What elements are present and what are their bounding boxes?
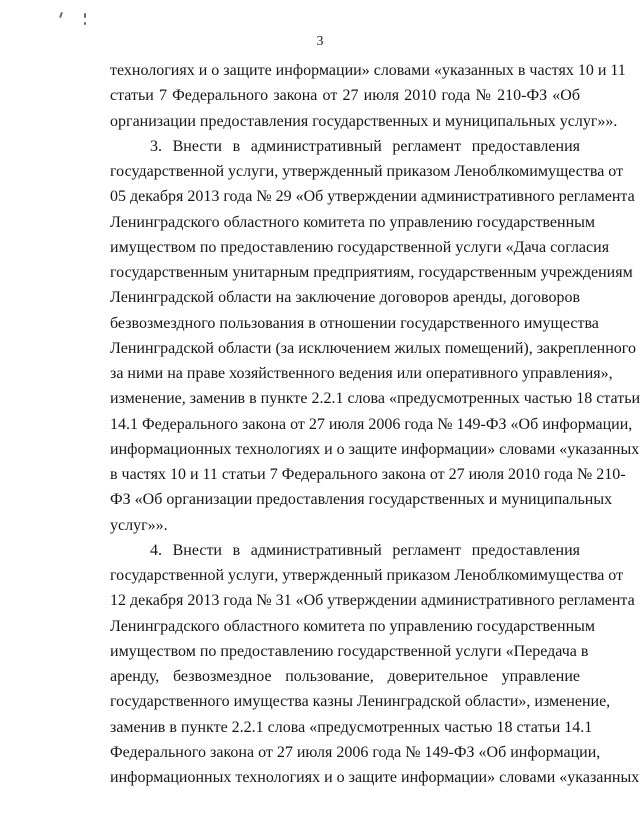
text-line: за ними на праве хозяйственного ведения или оперативного управления», <box>110 365 613 382</box>
text-line: Ленинградского областного комитета по управлению государственным <box>110 617 596 635</box>
scan-speck <box>84 22 86 25</box>
text-line: 14.1 Федерального закона от 27 июля 2006 года № 149-ФЗ «Об информации, <box>110 415 633 433</box>
text-line: Ленинградской области (за исключением жилых помещений), закрепленного <box>110 339 636 357</box>
text-line: ФЗ «Об организации предоставления государственных и муниципальных <box>110 491 613 509</box>
text-line: государственным унитарным предприятиям, государственным учреждениям <box>110 264 633 281</box>
text-line: услуг»». <box>110 516 168 534</box>
text-line: статьи 7 Федерального закона от 27 июля 2010 года № 210-ФЗ «Об <box>110 87 580 105</box>
text-line: государственной услуги, утвержденный приказом Леноблкомимущества от <box>110 163 624 180</box>
scan-speck <box>59 12 63 18</box>
text-line: 12 декабря 2013 года № 31 «Об утверждении административного регламента <box>110 592 635 610</box>
text-line: заменив в пункте 2.2.1 слова «предусмотренных частью 18 статьи 14.1 <box>110 718 593 736</box>
text-line: 4. Внести в административный регламент предоставления <box>150 541 580 559</box>
document-body <box>110 58 640 790</box>
text-line: государственной услуги, утвержденный приказом Леноблкомимущества от <box>110 567 624 584</box>
text-line: Федерального закона от 27 июля 2006 года № 149-ФЗ «Об информации, <box>110 743 601 761</box>
text-line: 3. Внести в административный регламент предоставления <box>150 137 580 155</box>
text-line: организации предоставления государственных и муниципальных услуг»». <box>110 112 618 130</box>
text-line: Ленинградской области на заключение договоров аренды, договоров <box>110 289 580 307</box>
text-line: безвозмездного пользования в отношении государственного имущества <box>110 314 599 332</box>
page-number: 3 <box>316 34 324 49</box>
text-line: информационных технологиях и о защите информации» словами «указанных <box>110 769 640 786</box>
text-line: Ленинградского областного комитета по управлению государственным <box>110 213 596 231</box>
text-line: 05 декабря 2013 года № 29 «Об утверждении административного регламента <box>110 188 635 206</box>
text-line: государственного имущества казны Ленинградской области», изменение, <box>110 693 611 711</box>
text-line: имуществом по предоставлению государственной услуги «Дача согласия <box>110 238 610 256</box>
text-line: изменение, заменив в пункте 2.2.1 слова «предусмотренных частью 18 статьи <box>110 390 640 408</box>
text-line: аренду, безвозмездное пользование, доверительное управление <box>110 668 580 685</box>
text-line: технологиях и о защите информации» словами «указанных в частях 10 и 11 <box>110 62 626 79</box>
scan-speck <box>84 13 86 18</box>
text-line: в частях 10 и 11 статьи 7 Федерального закона от 27 июля 2010 года № 210- <box>110 466 626 483</box>
text-line: информационных технологиях и о защите информации» словами «указанных <box>110 440 640 458</box>
text-line: имуществом по предоставлению государственной услуги «Передача в <box>110 642 589 660</box>
